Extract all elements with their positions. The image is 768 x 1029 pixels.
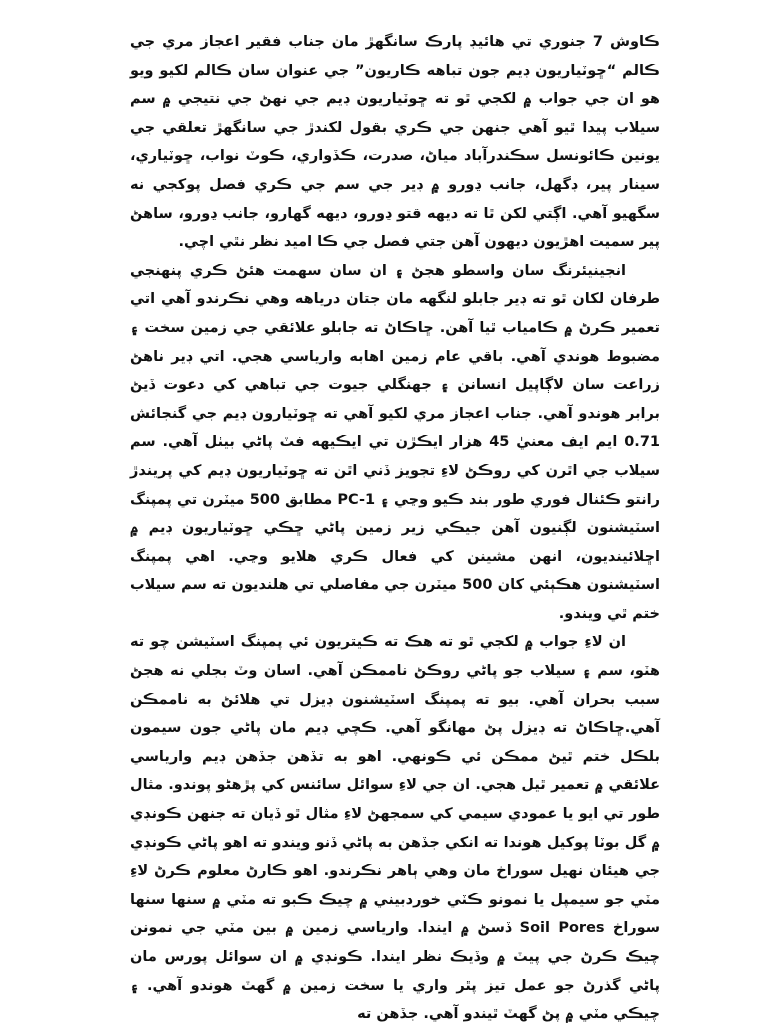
paragraph-response: ان لاءِ جواب ۾ لکجي ٿو ته هڪ ته ڪيتريون ئي پمپنگ اسٽيشن چو ته هٽو، سم ۽ سيلاب جو پاڻي روڪڻ ناممڪن آهي. اسان وٽ بجلي نه هجڻ سبب بحران آهي. بيو ته پمپنگ اسٽيشنون ڊيزل تي هلائڻ به ناممڪن آهي.ڇاڪاڻ ته ڊيزل پڻ مهانگو آهي. ڪچي ڊيم مان پاڻي جون سيمون بلڪل ختم ٿيڻ ممڪن ئي ڪونهي. اهو به تڏهن جڏهن ڊيم وارياسي علائقي ۾ تعمير ٿيل هجي. ان جي لاءِ سوائل سائنس کي پڙهڻو پوندو. مثال طور تي ايو يا عمودي سيمي کي سمجهڻ لاءِ مثال ٿو ڏيان ته جنهن ڪونڊي ۾ گل بوٽا پوکيل هوندا ته انکي جڏهن به پاڻي ڏنو ويندو ته اهو پاڻي ڪونڊي جي هيئان نهيل سوراخ مان وهي ٻاهر نڪرندو. اهو ڪارڻ معلوم ڪرڻ لاءِ مٽي جو سيمپل يا نمونو ڪٽي خوردبيني ۾ چيڪ ڪبو ته مٽي ۾ سنها سنها سوراخ Soil Pores ڏسڻ ۾ ايندا. وارياسي زمين ۾ بين مٽي جي نمونن چيڪ ڪرڻ جي پيٽ ۾ وڏيڪ نظر ايندا. ڪونڊي ۾ ان سوائل پورس مان پاڻي گذرڻ جو عمل تيز پٿر واري يا سخت زمين ۾ گهٽ هوندو آهي. ۽ چيڪي مٽي ۾ پڻ گهٽ ٿيندو آهي. جڏهن ته	[130, 634, 660, 1023]
article-body	[130, 28, 660, 1029]
paragraph-engineering: انجينيئرنگ سان واسطو هجڻ ۽ ان سان سهمت هئڻ ڪري پنهنجي طرفان لکان ٿو ته ڊير جابلو لنگهه مان جتان درياهه وهي نڪرندو آهي اتي تعمير ڪرڻ ۾ ڪامياب ٿيا آهن. ڇاڪاڻ ته جابلو علائقي جي زمين سخت ۽ مضبوط هوندي آهي. باقي عام زمين اهابه وارياسي هجي. اتي ڊير ناهڻ زراعت سان لاڳاپيل انسانن ۽ جهنگلي جيوت جي تباهي کي دعوت ڏيڻ برابر هوندو آهي. جناب اعجاز مري لکيو آهي ته ڇوٽيارون ڊيم جي گنجائش 0.71 ايم ايف معنيٰ 45 هزار ايڪڙن تي ايڪيهه فٽ پاڻي بيٺل آهي. سم سيلاب جي اٿرن کي روڪڻ لاءِ تجويز ڏني اٿن ته ڇوٽياريون ڊيم کي پريندڙ رانتو ڪئنال فوري طور بند ڪيو وڃي ۽ PC-1 مطابق 500 ميٽرن تي پمپنگ اسٽيشنون لڳنيون آهن جيڪي زير زمين پاڻي ڇڪي ڇوٽياريون ڊيم ۾ اڇلائينديون، انهن مشينن کي فعال ڪري هلايو وڃي. اهي پمپنگ اسٽيشنون هڪٻئي کان 500 ميٽرن جي مفاصلي تي هلنديون ته سم سيلاب ختم ٿي ويندو.	[130, 262, 660, 622]
paragraph-intro: ڪاوش 7 جنوري تي هائيڊ پارڪ سانگهڙ مان جناب فقير اعجاز مري جي ڪالم “ڇوٽياريون ڊيم جون تباهه ڪاريون” جي عنوان سان ڪالم لکيو ويو هو ان جي جواب ۾ لکجي ٿو ته ڇوٽياريون ڊيم جي نهڻ جي نتيجي ۾ سم سيلاب پيدا ٿيو آهي جنهن جي ڪري بقول لکندڙ جي سانگهڙ تعلقي جي يونين ڪائونسل سڪندرآباد مياڻ، صدرت، ڪڏواري، ڪوٽ نواب، ڇوٽياري، سينار پير، ڊگهل، جانب ڍورو ۾ ڊير جي سم جي ڪري فصل پوکجي نه سگهيو آهي. اڳتي لکن ٿا ته ديهه قتو ڍورو، ديهه گهارو، جانب ڍورو، ساهڻ پير سميت اهڙيون ديهون آهن جتي فصل جي ڪا اميد نظر نٿي اچي.	[130, 34, 660, 251]
